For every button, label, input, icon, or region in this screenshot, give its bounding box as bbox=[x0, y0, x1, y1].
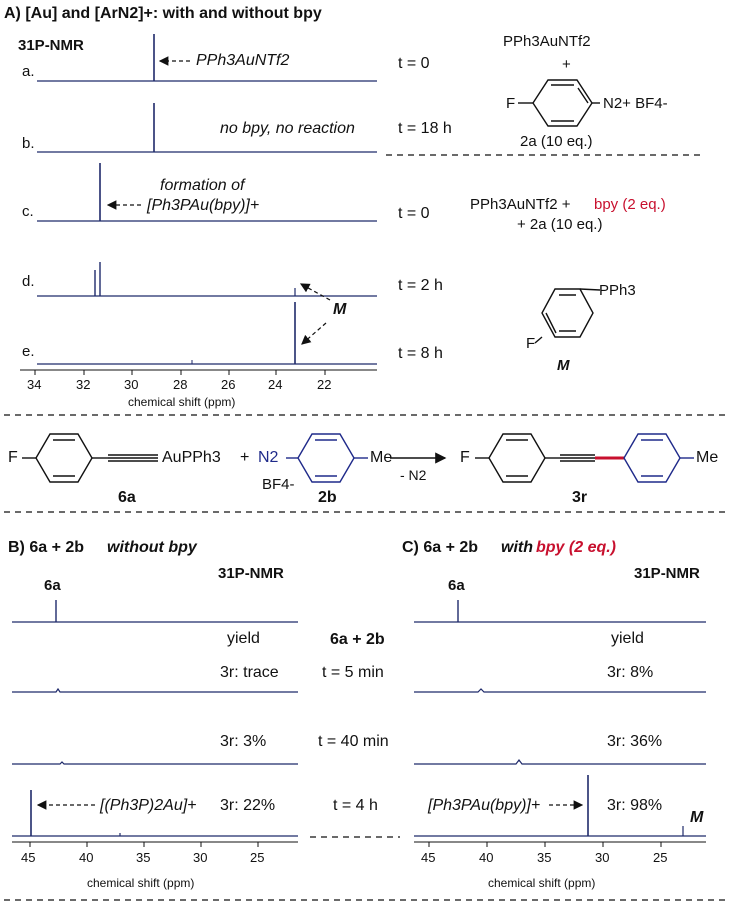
panelB-title-prefix: B) 6a + 2b bbox=[8, 539, 85, 556]
scheme-6a-AuPPh3: AuPPh3 bbox=[162, 449, 221, 466]
panelB-yield-1: 3r: trace bbox=[220, 664, 279, 681]
scheme-N2: N2 bbox=[258, 449, 279, 466]
structure-2a bbox=[518, 80, 600, 126]
panelC-trace-3 bbox=[414, 760, 706, 764]
diazonium-2a: N2+ BF4- bbox=[603, 95, 668, 112]
trace-c-time: t = 0 bbox=[398, 205, 430, 222]
M-structure-label: M bbox=[557, 357, 570, 374]
panelA-title: A) [Au] and [ArN2]+: with and without bpy bbox=[4, 5, 322, 22]
reagent-plus: + bbox=[562, 56, 571, 73]
arrow-M-e bbox=[302, 323, 326, 344]
panelB-yield-2: 3r: 3% bbox=[220, 733, 267, 750]
panelC-axis bbox=[414, 842, 706, 847]
trace-d-label: d. bbox=[22, 273, 35, 290]
axisA-tick-label: 24 bbox=[268, 377, 283, 392]
axisB-tick-label: 30 bbox=[193, 850, 208, 865]
axisA-tick-label: 22 bbox=[317, 377, 332, 392]
trace-b-time: t = 18 h bbox=[398, 120, 452, 137]
axisB-tick-label: 25 bbox=[250, 850, 265, 865]
scheme-3r-Me: Me bbox=[696, 449, 719, 466]
middle-time-1: t = 5 min bbox=[322, 664, 384, 681]
reagent-pph3auntf2: PPh3AuNTf2 bbox=[503, 33, 591, 50]
panelC-M-label: M bbox=[690, 809, 704, 826]
M-label-A: M bbox=[333, 301, 347, 318]
conditions-c-2: + 2a (10 eq.) bbox=[517, 216, 603, 233]
trace-b-annotation: no bpy, no reaction bbox=[220, 120, 355, 137]
trace-c-label: c. bbox=[22, 203, 34, 220]
trace-d-time: t = 2 h bbox=[398, 277, 443, 294]
panelC-title-with: with bbox=[501, 539, 533, 556]
panelC-yield-2: 3r: 36% bbox=[607, 733, 663, 750]
structure-3r bbox=[475, 434, 595, 482]
panelC-yield-3: 3r: 98% bbox=[607, 797, 663, 814]
axisC-label: chemical shift (ppm) bbox=[488, 876, 596, 890]
panelB-annotation: [(Ph3P)2Au]+ bbox=[100, 797, 197, 814]
scheme-arrow-text: - N2 bbox=[400, 467, 427, 483]
panelB-yield-header: yield bbox=[227, 630, 260, 647]
scheme-6a-F: F bbox=[8, 449, 18, 466]
trace-a-label: a. bbox=[22, 63, 35, 80]
middle-time-2: t = 40 min bbox=[318, 733, 389, 750]
scheme-BF4: BF4- bbox=[262, 476, 295, 493]
trace-b-label: b. bbox=[22, 135, 35, 152]
panelC-nmr-label: 31P-NMR bbox=[634, 565, 700, 582]
scheme-3r-F: F bbox=[460, 449, 470, 466]
scheme-6a-label: 6a bbox=[118, 489, 136, 506]
panelB-nmr-label: 31P-NMR bbox=[218, 565, 284, 582]
panelC-6a-label: 6a bbox=[448, 577, 465, 594]
structure-M bbox=[535, 289, 600, 343]
trace-c-annotation-2: [Ph3PAu(bpy)]+ bbox=[147, 197, 260, 214]
panelA-axis bbox=[20, 370, 377, 375]
phosphonium-label: PPh3 bbox=[599, 282, 636, 299]
trace-e-time: t = 8 h bbox=[398, 345, 443, 362]
atom-F-M: F bbox=[526, 335, 536, 352]
panelC-yield-header: yield bbox=[611, 630, 644, 647]
panelB-trace-3 bbox=[12, 762, 298, 764]
axisC-tick-label: 35 bbox=[537, 850, 552, 865]
axisA-tick-label: 26 bbox=[221, 377, 236, 392]
structure-3r-tolyl bbox=[624, 434, 694, 482]
axisB-tick-label: 35 bbox=[136, 850, 151, 865]
structure-2b bbox=[286, 434, 368, 482]
scheme-2b-label: 2b bbox=[318, 489, 337, 506]
structure-6a bbox=[22, 434, 158, 482]
axisC-tick-label: 25 bbox=[653, 850, 668, 865]
trace-c-annotation-1: formation of bbox=[160, 177, 245, 194]
trace-a-annotation: PPh3AuNTf2 bbox=[196, 52, 290, 69]
panelA-nmr-label: 31P-NMR bbox=[18, 37, 84, 54]
axisC-tick-label: 30 bbox=[595, 850, 610, 865]
panelC-annotation: [Ph3PAu(bpy)]+ bbox=[428, 797, 541, 814]
panelB-trace-2 bbox=[12, 689, 298, 692]
middle-header: 6a + 2b bbox=[330, 631, 385, 648]
atom-F-2a: F bbox=[506, 95, 516, 112]
axisC-tick-label: 45 bbox=[421, 850, 436, 865]
conditions-c-bpy: bpy (2 eq.) bbox=[594, 196, 666, 213]
panelB-title-suffix: without bpy bbox=[107, 539, 197, 556]
axisC-tick-label: 40 bbox=[479, 850, 494, 865]
trace-a-time: t = 0 bbox=[398, 55, 430, 72]
panelB-axis bbox=[12, 842, 298, 847]
panelC-title-bpy: bpy (2 eq.) bbox=[536, 539, 617, 556]
panelC-title-prefix: C) 6a + 2b bbox=[402, 539, 479, 556]
panelB-6a-label: 6a bbox=[44, 577, 61, 594]
conditions-c-1: PPh3AuNTf2 + bbox=[470, 196, 571, 213]
axisA-tick-label: 28 bbox=[173, 377, 188, 392]
axisB-label: chemical shift (ppm) bbox=[87, 876, 195, 890]
axisA-tick-label: 34 bbox=[27, 377, 42, 392]
trace-e-label: e. bbox=[22, 343, 35, 360]
panelB-yield-3: 3r: 22% bbox=[220, 797, 276, 814]
scheme-3r-label: 3r bbox=[572, 489, 588, 506]
axisA-tick-label: 30 bbox=[124, 377, 139, 392]
scheme-2b-Me: Me bbox=[370, 449, 393, 466]
panelC-trace-2 bbox=[414, 689, 706, 692]
axisA-label: chemical shift (ppm) bbox=[128, 395, 236, 409]
panelC-yield-1: 3r: 8% bbox=[607, 664, 654, 681]
axisB-tick-label: 40 bbox=[79, 850, 94, 865]
axisA-tick-label: 32 bbox=[76, 377, 91, 392]
axisB-tick-label: 45 bbox=[21, 850, 36, 865]
middle-time-3: t = 4 h bbox=[333, 797, 378, 814]
arrow-M-d bbox=[301, 284, 330, 300]
scheme-plus: + bbox=[240, 449, 250, 466]
compound-2a-label: 2a (10 eq.) bbox=[520, 133, 593, 150]
